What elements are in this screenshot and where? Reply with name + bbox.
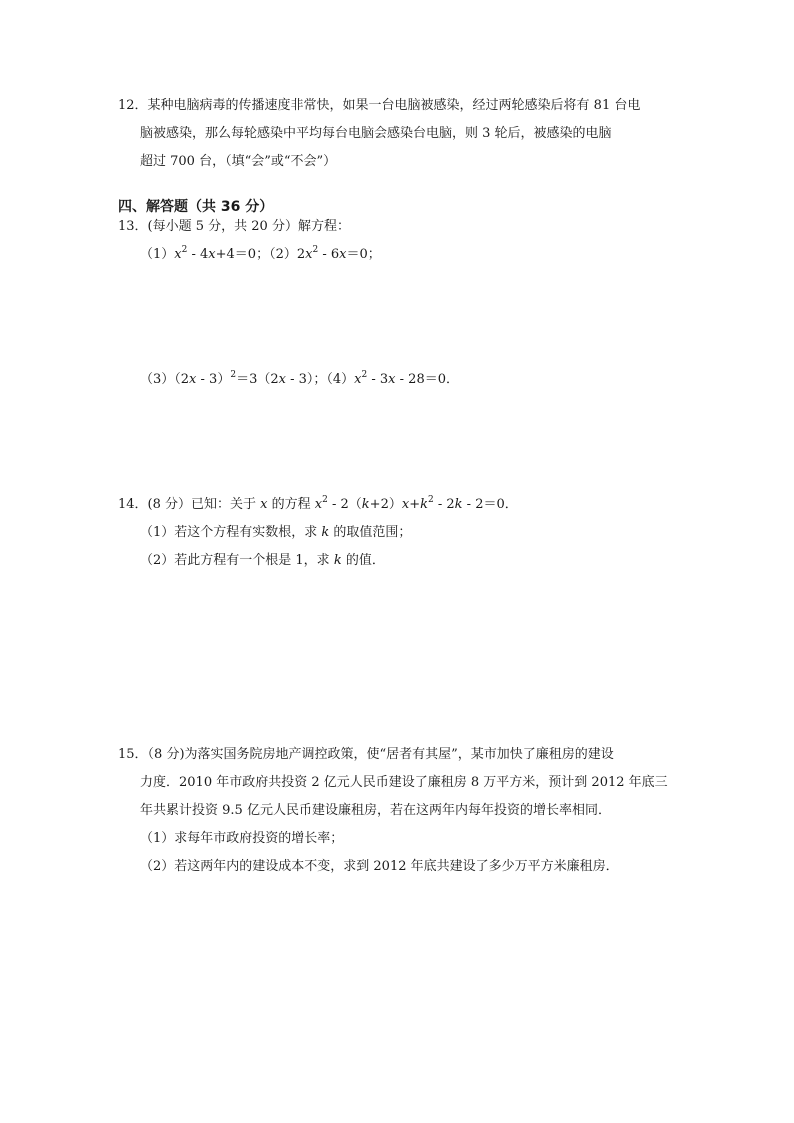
q15-line-1: 15．（8 分)为落实国务院房地产调控政策，使“居者有其屋”，某市加快了廉租房的建设 xyxy=(118,747,614,762)
q13-part-1-2: $(1)x^2 - 4x+4=0$；$(2)2x^2 - 6x=0$； xyxy=(140,245,381,262)
q12-line-2: 脑被感染，那么每轮感染中平均每台电脑会感染台电脑，则 3 轮后，被感染的电脑 xyxy=(140,126,612,141)
q13-part-3-4: （3）（2x - 3）$^2$＝3（2x - 3）；$(4)x^2 - 3x - 28=0$． xyxy=(140,370,459,387)
q12-line-1: 12．某种电脑病毒的传播速度非常快，如果一台电脑被感染，经过两轮感染后将有 81 台电 xyxy=(118,98,641,113)
q15-line-2: 力度．2010 年市政府共投资 2 亿元人民币建设了廉租房 8 万平方米，预计到 2012 年底三 xyxy=(140,775,668,790)
q15-line-3: 年共累计投资 9.5 亿元人民币建设廉租房，若在这两年内每年投资的增长率相同． xyxy=(140,803,611,818)
section-title: 四、解答题（共 36 分） xyxy=(118,199,274,215)
q15-sub-1: （1）求每年市政府投资的增长率； xyxy=(140,831,344,846)
q13-intro: 13．(每小题 5 分，共 20 分）解方程： xyxy=(118,219,350,234)
q15-sub-2: （2）若这两年内的建设成本不变，求到 2012 年底共建设了多少万平方米廉租房． xyxy=(140,859,619,874)
q14-sub-1: （1）若这个方程有实数根，求 k 的取值范围； xyxy=(140,525,412,540)
q14-intro: 14．(8 分）已知：关于 x 的方程 $x^2 - 2(k+2)x+k^2 - 2k - 2=0$． xyxy=(118,495,518,512)
q14-sub-2: （2）若此方程有一个根是 1，求 k 的值． xyxy=(140,553,385,568)
q12-line-3: 超过 700 台，（填“会”或“不会”） xyxy=(140,154,337,169)
